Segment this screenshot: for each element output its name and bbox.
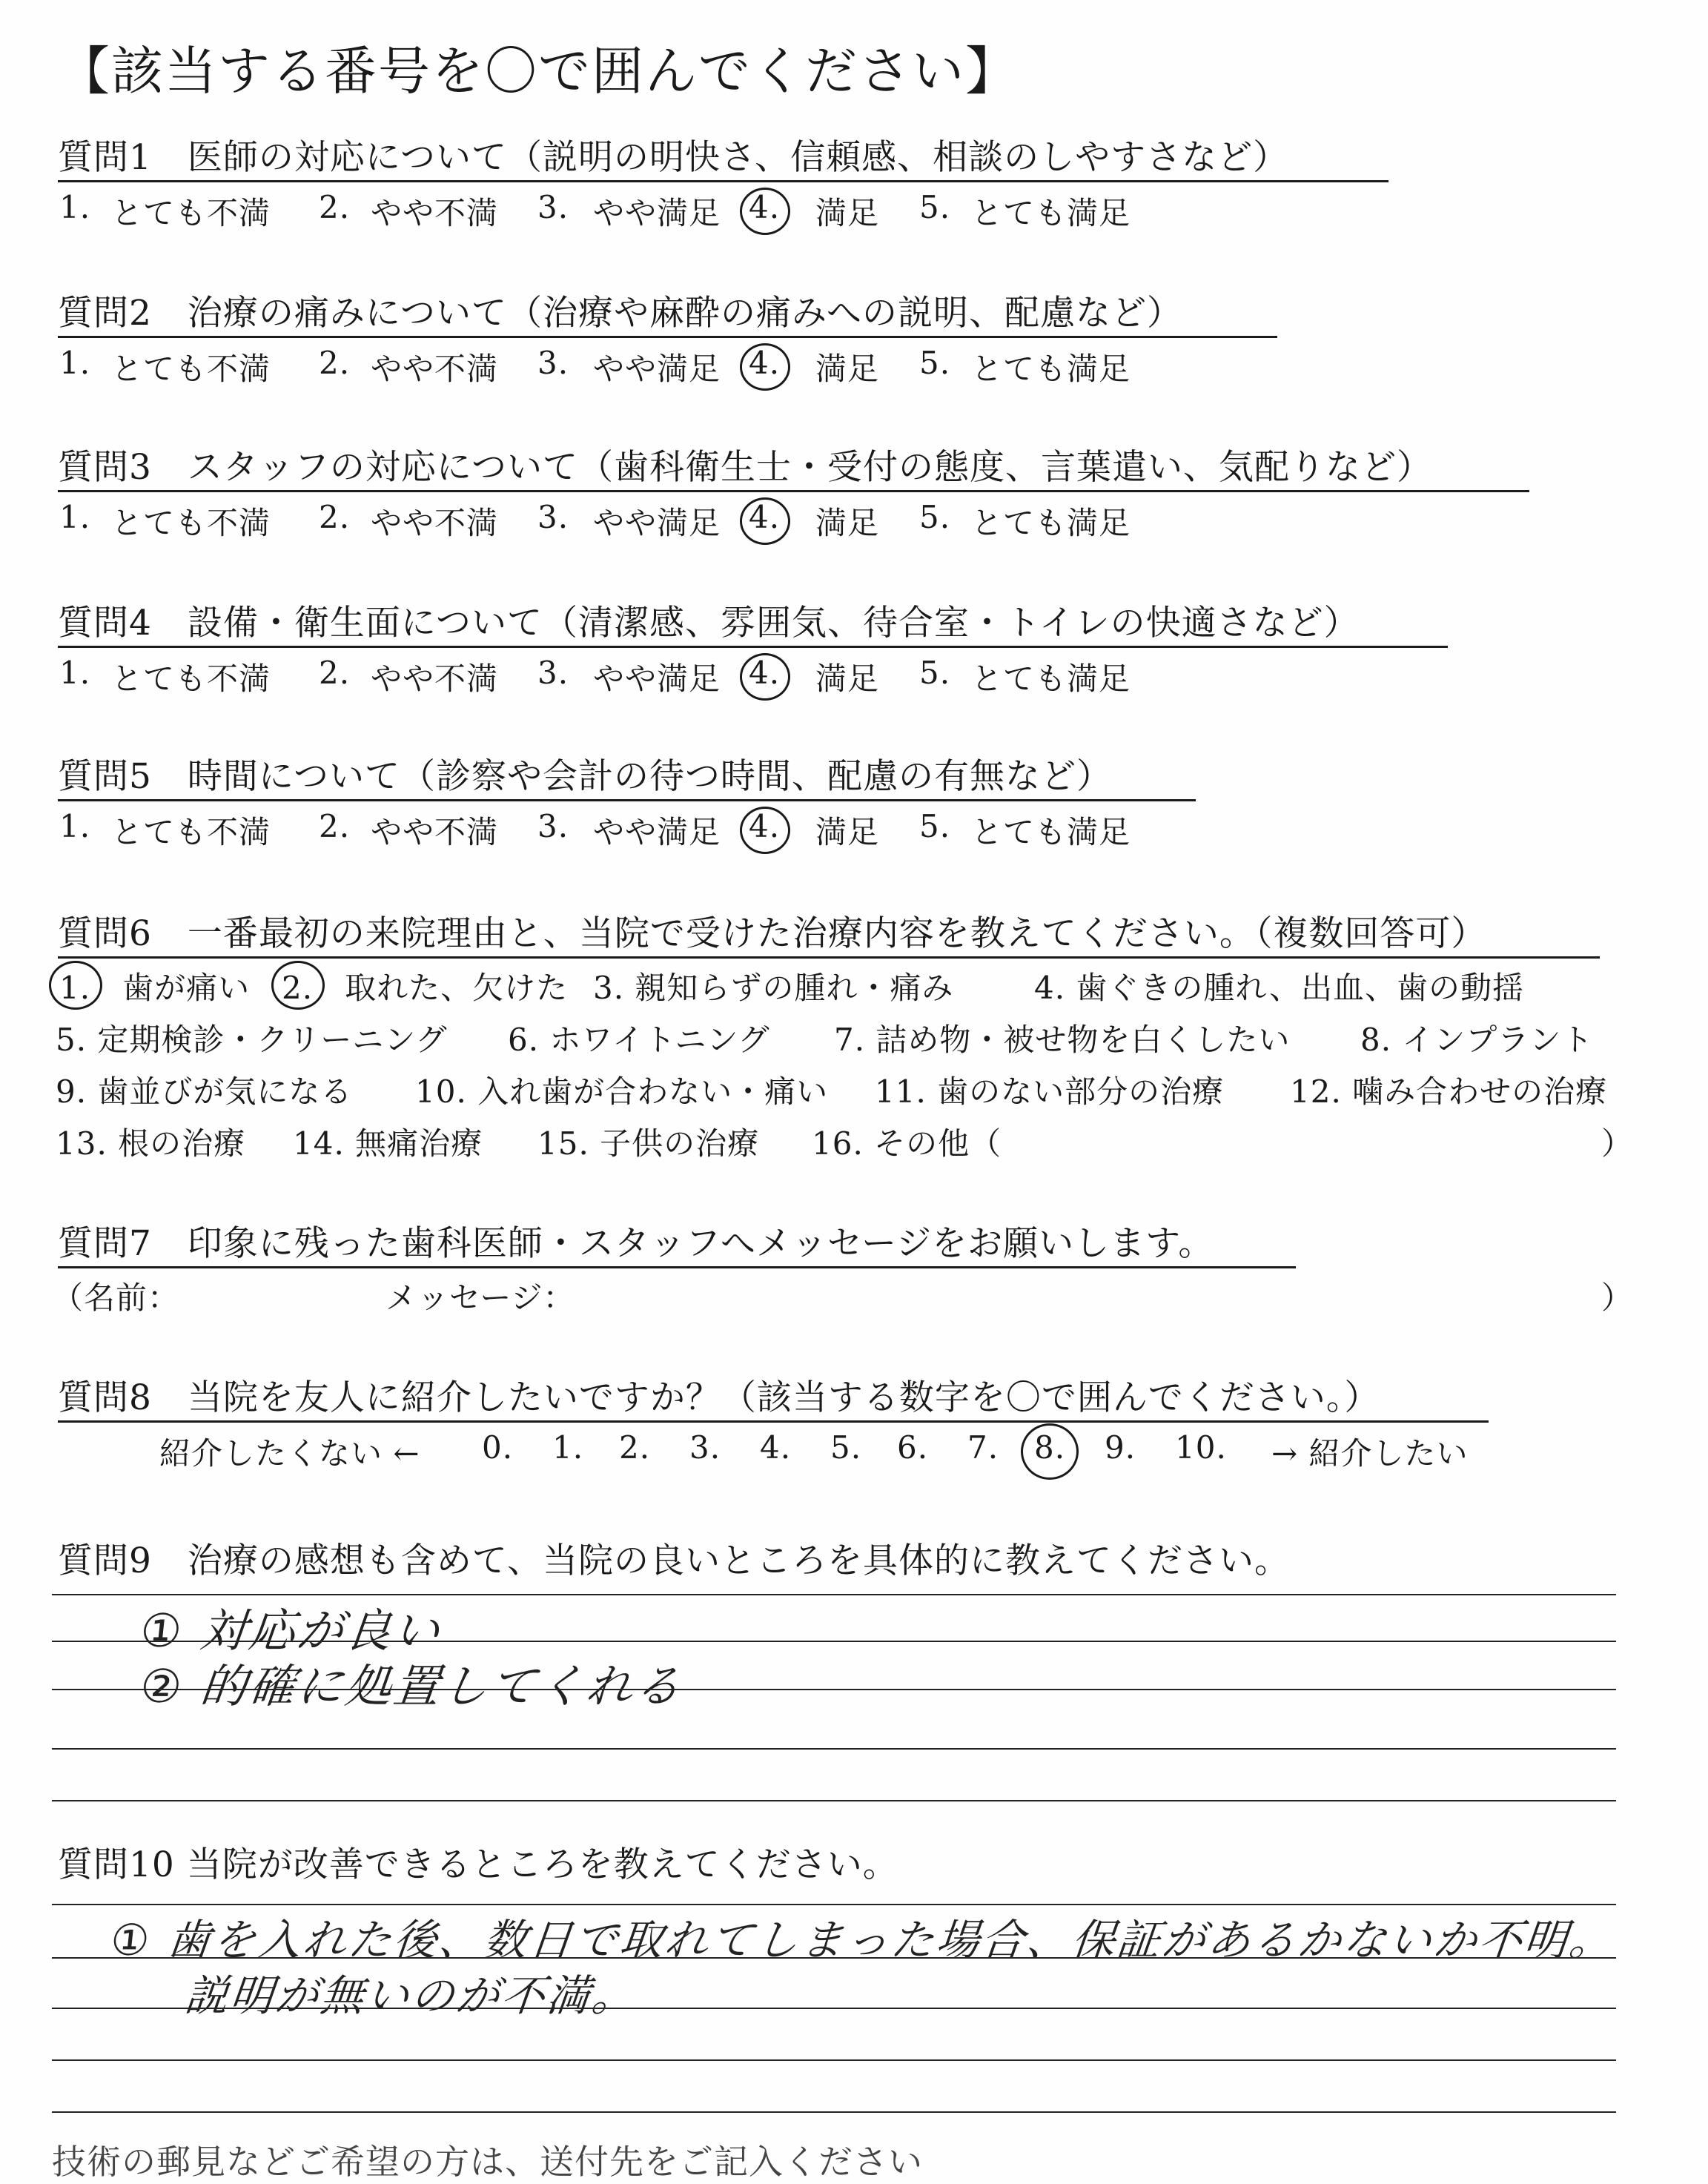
q5-underline	[58, 799, 1196, 801]
q3-selection-circle	[740, 497, 790, 545]
q3-option-label: 満足	[815, 505, 880, 541]
q4-option-number[interactable]: 3.	[537, 655, 569, 691]
q2-option-number[interactable]: 3.	[537, 345, 569, 381]
q4-title: 質問4 設備・衛生面について（清潔感、雰囲気、待合室・トイレの快適さなど）	[58, 603, 1360, 643]
q9-answer-1: ① 対応が良い	[137, 1604, 445, 1658]
q1-option-number[interactable]: 5.	[919, 189, 951, 225]
q5-option-label: とても満足	[971, 814, 1131, 850]
q5-option-label: やや満足	[593, 814, 721, 850]
q6-option[interactable]: 11. 歯のない部分の治療	[875, 1073, 1225, 1110]
q4-option-label: やや不満	[371, 661, 499, 697]
q8-number[interactable]: 3.	[689, 1429, 721, 1466]
q8-number[interactable]: 5.	[830, 1429, 862, 1466]
q6-option[interactable]: 6. ホワイトニング	[508, 1022, 770, 1058]
q8-number[interactable]: 0.	[482, 1429, 514, 1466]
q8-number[interactable]: 7.	[967, 1429, 999, 1466]
answer-line	[52, 1748, 1616, 1750]
q6-option[interactable]: 10. 入れ歯が合わない・痛い	[415, 1073, 829, 1110]
q8-selection-circle	[1021, 1423, 1079, 1480]
q3-option-label: とても不満	[111, 505, 271, 541]
q4-option-label: とても不満	[111, 661, 271, 697]
q5-option-number[interactable]: 2.	[319, 808, 351, 844]
q8-number[interactable]: 8.	[1034, 1429, 1066, 1466]
q7-underline	[58, 1266, 1296, 1268]
q8-left-label: 紹介したくない ←	[159, 1435, 420, 1472]
q5-title: 質問5 時間について（診察や会計の待つ時間、配慮の有無など）	[58, 756, 1112, 797]
q5-option-number[interactable]: 3.	[537, 808, 569, 844]
q6-option[interactable]: 13. 根の治療	[56, 1125, 246, 1162]
q8-number[interactable]: 2.	[619, 1429, 651, 1466]
q6-option[interactable]: 3. 親知らずの腫れ・痛み	[593, 970, 954, 1006]
q1-option-number[interactable]: 4.	[749, 189, 781, 225]
q5-option-label: やや不満	[371, 814, 499, 850]
q3-option-number[interactable]: 5.	[919, 499, 951, 535]
q6-option[interactable]: 1. 歯が痛い	[59, 970, 251, 1006]
q2-underline	[58, 336, 1277, 338]
q3-option-label: やや不満	[371, 505, 499, 541]
q3-title: 質問3 スタッフの対応について（歯科衛生士・受付の態度、言葉遣い、気配りなど）	[58, 447, 1432, 488]
q6-option[interactable]: 2. 取れた、欠けた	[282, 970, 569, 1006]
q7-close-paren: ）	[1601, 1280, 1634, 1316]
q8-number[interactable]: 4.	[760, 1429, 792, 1466]
q3-underline	[58, 490, 1529, 492]
q2-selection-circle	[740, 343, 790, 391]
q8-underline	[58, 1420, 1489, 1423]
answer-line	[52, 1800, 1616, 1801]
q3-option-number[interactable]: 4.	[749, 499, 781, 535]
q6-option[interactable]: 15. 子供の治療	[537, 1125, 760, 1162]
q6-selection-circle	[49, 961, 102, 1010]
q2-option-label: 満足	[815, 351, 880, 387]
q6-option[interactable]: 12. 噛み合わせの治療	[1290, 1073, 1608, 1110]
q1-option-label: とても満足	[971, 195, 1131, 231]
q3-option-number[interactable]: 2.	[319, 499, 351, 535]
q4-option-label: 満足	[815, 661, 880, 697]
q2-option-number[interactable]: 2.	[319, 345, 351, 381]
q6-close-paren: ）	[1601, 1125, 1634, 1162]
q6-option[interactable]: 5. 定期検診・クリーニング	[56, 1022, 448, 1058]
footer-partial-text: 技術の郵見などご希望の方は、送付先をご記入ください	[52, 2142, 923, 2182]
q4-option-label: やや満足	[593, 661, 721, 697]
q6-option[interactable]: 7. 詰め物・被せ物を白くしたい	[834, 1022, 1291, 1058]
q4-option-number[interactable]: 2.	[319, 655, 351, 691]
answer-line	[52, 2059, 1616, 2061]
answer-line	[52, 2111, 1616, 2113]
q9-title: 質問9 治療の感想も含めて、当院の良いところを具体的に教えてください。	[58, 1541, 1290, 1581]
q5-option-label: 満足	[815, 814, 880, 850]
q7-name-label: （名前：	[52, 1280, 180, 1316]
q6-option[interactable]: 4. 歯ぐきの腫れ、出血、歯の動揺	[1034, 970, 1524, 1006]
q2-option-label: やや不満	[371, 351, 499, 387]
q4-underline	[58, 646, 1448, 648]
q3-option-label: とても満足	[971, 505, 1131, 541]
q10-answer-2: 説明が無いのが不満。	[182, 1970, 640, 2021]
q4-option-label: とても満足	[971, 661, 1131, 697]
q1-option-number[interactable]: 3.	[537, 189, 569, 225]
q3-option-label: やや満足	[593, 505, 721, 541]
q1-selection-circle	[740, 188, 790, 235]
q8-number[interactable]: 9.	[1105, 1429, 1136, 1466]
q8-number[interactable]: 1.	[552, 1429, 584, 1466]
q2-option-number[interactable]: 5.	[919, 345, 951, 381]
q2-option-number[interactable]: 1.	[59, 345, 91, 381]
page-header: 【該当する番号を〇で囲んでください】	[58, 41, 1019, 102]
q8-number[interactable]: 6.	[897, 1429, 929, 1466]
q5-option-number[interactable]: 1.	[59, 808, 91, 844]
q4-selection-circle	[740, 653, 790, 701]
q6-option[interactable]: 16. その他（	[812, 1125, 1002, 1162]
q8-right-label: → 紹介したい	[1271, 1435, 1469, 1472]
q6-option[interactable]: 9. 歯並びが気になる	[56, 1073, 353, 1110]
q7-message-label: メッセージ：	[385, 1280, 575, 1316]
q4-option-number[interactable]: 1.	[59, 655, 91, 691]
q10-title: 質問10 当院が改善できるところを教えてください。	[58, 1844, 898, 1885]
q4-option-number[interactable]: 4.	[749, 655, 781, 691]
q1-option-number[interactable]: 1.	[59, 189, 91, 225]
q10-answer-1: ① 歯を入れた後、数日で取れてしまった場合、保証があるかないか不明。	[107, 1915, 1618, 1965]
q3-option-number[interactable]: 1.	[59, 499, 91, 535]
q2-option-label: やや満足	[593, 351, 721, 387]
q2-option-label: とても不満	[111, 351, 271, 387]
q4-option-number[interactable]: 5.	[919, 655, 951, 691]
q1-option-number[interactable]: 2.	[319, 189, 351, 225]
q6-option[interactable]: 14. 無痛治療	[293, 1125, 483, 1162]
q2-title: 質問2 治療の痛みについて（治療や麻酔の痛みへの説明、配慮など）	[58, 293, 1183, 334]
q1-underline	[58, 180, 1388, 182]
q5-selection-circle	[740, 807, 790, 854]
q1-option-label: やや満足	[593, 195, 721, 231]
q2-option-number[interactable]: 4.	[749, 345, 781, 381]
q7-title: 質問7 印象に残った歯科医師・スタッフへメッセージをお願いします。	[58, 1223, 1214, 1264]
q1-option-label: やや不満	[371, 195, 499, 231]
q5-option-label: とても不満	[111, 814, 271, 850]
q5-option-number[interactable]: 5.	[919, 808, 951, 844]
q9-answer-2: ② 的確に処置してくれる	[137, 1659, 686, 1713]
q6-title: 質問6 一番最初の来院理由と、当院で受けた治療内容を教えてください。（複数回答可）	[58, 913, 1487, 954]
q1-title: 質問1 医師の対応について（説明の明快さ、信頼感、相談のしやすさなど）	[58, 137, 1289, 178]
q1-option-label: とても不満	[111, 195, 271, 231]
q6-underline	[58, 956, 1600, 959]
q1-option-label: 満足	[815, 195, 880, 231]
q8-number[interactable]: 10.	[1175, 1429, 1227, 1466]
q6-option[interactable]: 8. インプラント	[1360, 1022, 1594, 1058]
q3-option-number[interactable]: 3.	[537, 499, 569, 535]
q2-option-label: とても満足	[971, 351, 1131, 387]
q6-selection-circle	[271, 961, 325, 1010]
q8-title: 質問8 当院を友人に紹介したいですか？（該当する数字を〇で囲んでください。）	[58, 1377, 1380, 1418]
q5-option-number[interactable]: 4.	[749, 808, 781, 844]
